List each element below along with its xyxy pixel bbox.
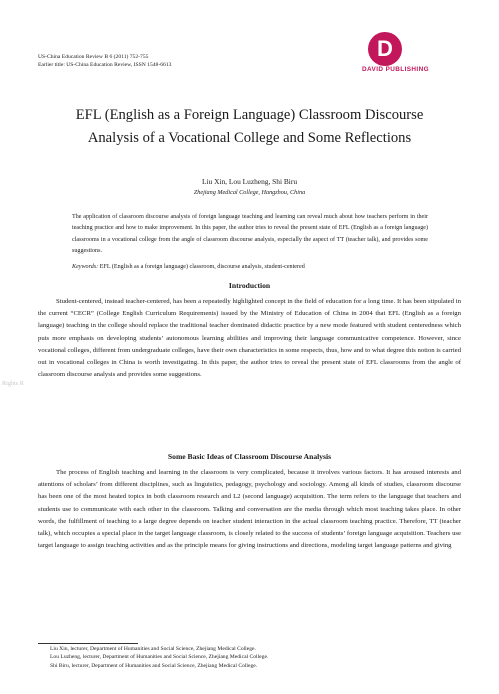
logo-text: DAVID PUBLISHING [362,66,429,73]
basic-ideas-paragraph: The process of English teaching and learning in the classroom is very complicated, because it involves various factors. It has aroused interests and attentions of scholars’ from different disciplines, such as linguistics, pedagogy, psychology and sociology. Among all kinds of studies, classroom discourse has been one of the most heated topics in both classroom research and L2 (second language) acquisition. The term refers to the language that teachers and students use to communicate with each other in the classroom. Talking and conversation are the media through which most teaching takes place. In other words, the fulfillment of teaching to a large degree depends on teacher student interaction in the actual classroom teaching practice. Therefore, TT (teacher talk), which occupies a special place in the target language classroom, is closely related to the success of students’ foreign language acquisition. Teachers use target language to assign teaching activities and as the principle means for giving instructions and directions, modeling target language patterns and giving [38,469,461,550]
affiliation: Zhejiang Medical College, Hangzhou, China [193,189,306,196]
title-line-1: EFL (English as a Foreign Language) Classroom Discourse [75,107,424,123]
basic-ideas-heading: Some Basic Ideas of Classroom Discourse Analysis [167,452,332,461]
journal-header [38,53,171,69]
footnotes [50,645,268,670]
footnote-2: Lou Luzheng, lecturer, Department of Humanities and Social Science, Zhejiang Medical College. [50,654,269,661]
keywords [72,264,428,270]
earlier-title: Earlier title: US-China Education Review, ISSN 1548-6613 [38,62,172,68]
logo-letter: D [377,36,393,61]
intro-heading: Introduction [228,281,271,290]
intro-paragraph: Student-centered, instead teacher-centered, has been a repeatedly highlighted concept in the field of education for a long time. It has been stipulated in the current “CECR” (College English Curriculum Requirements) issued by the Ministry of Education of China in 2004 that EFL (English as a foreign language) teaching in the college should replace the traditional teacher dominated didactic practice by a new mode featured with student centeredness which puts more emphasis on developing students’ autonomous learning abilities and improving their language communicative competence. However, since vocational colleges, different from undergraduate colleges, have their own characteristics in some respects, thus, how and to what degree this notion is carried out in vocational colleges in China is worth investigating. In this paper, the author tries to reveal the present state of EFL classrooms from the angle of classroom discourse analysis and provides some suggestions. [38,298,461,379]
publisher-logo [362,32,462,80]
keywords-text: EFL (English as a foreign language) classroom, discourse analysis, student-centered [99,264,305,270]
footnote-divider [38,643,138,644]
keywords-label: Keywords: [72,264,99,270]
footnote-1: Liu Xin, lecturer, Department of Humanities and Social Science, Zhejiang Medical College. [50,646,256,652]
journal-citation: US-China Education Review B 6 (2011) 752-755 [38,54,149,60]
paper-title [38,104,461,150]
title-line-2: Analysis of a Vocational College and Some Reflections [87,130,412,146]
footnote-3: Shi Biru, lecturer, Department of Humanities and Social Science, Zhejiang Medical College. [50,662,258,669]
authors: Liu Xin, Lou Luzheng, Shi Biru [201,177,298,186]
abstract: The application of classroom discourse analysis of foreign language teaching and learning can reveal much about how teachers perform in their teaching practice and how to make improvement. In this paper, the author tries to reveal the present state of EFL (English as a foreign language) classrooms in a vocational college from the angle of classroom discourse analysis, especially the aspect of TT (teacher talk), and provides some suggestions. [72,214,428,255]
watermark: Rights R [2,380,24,387]
